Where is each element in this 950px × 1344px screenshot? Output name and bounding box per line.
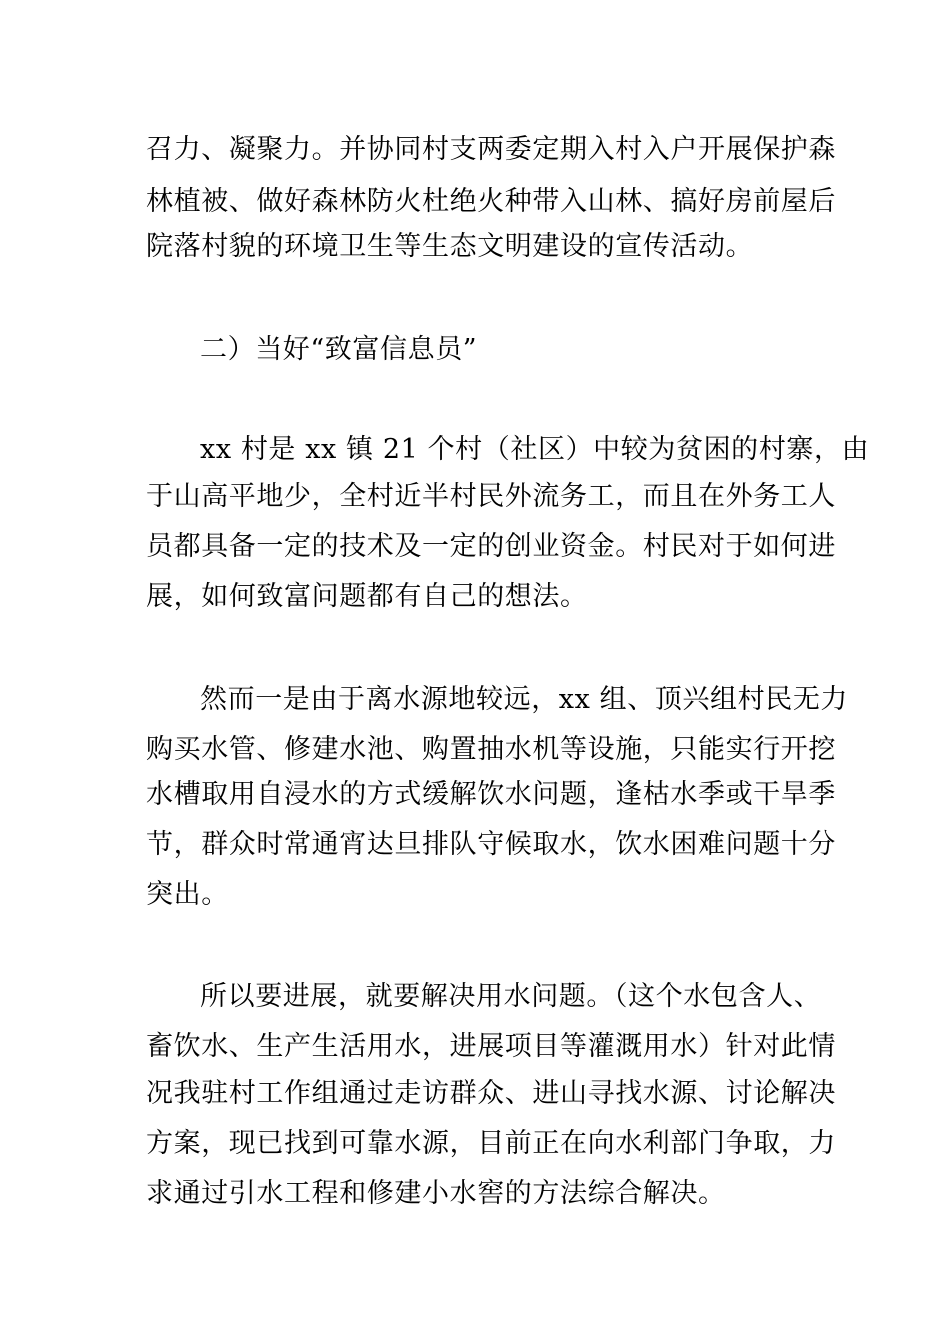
paragraph-5-line-2: 畜饮水、生产生活用水，进展项目等灌溉用水）针对此情	[146, 1031, 836, 1062]
paragraph-5-line-1: 所以要进展，就要解决用水问题。（这个水包含人、	[200, 981, 822, 1012]
paragraph-5-line-3: 况我驻村工作组通过走访群众、进山寻找水源、讨论解决	[146, 1078, 836, 1109]
paragraph-4-line-3: 水槽取用自浸水的方式缓解饮水问题，逢枯水季或干旱季	[146, 779, 836, 810]
paragraph-5-line-5: 求通过引水工程和修建小水窖的方法综合解决。	[146, 1178, 726, 1209]
paragraph-3-line-4: 展，如何致富问题都有自己的想法。	[146, 581, 588, 612]
paragraph-1-line-3: 院落村貌的环境卫生等生态文明建设的宣传活动。	[146, 231, 754, 262]
paragraph-4-line-2: 购买水管、修建水池、购置抽水机等设施，只能实行开挖	[146, 734, 836, 765]
paragraph-3-line-3: 员都具备一定的技术及一定的创业资金。村民对于如何进	[146, 531, 836, 562]
section-heading: 二）当好“致富信息员”	[200, 334, 478, 365]
paragraph-4-line-5: 突出。	[146, 879, 229, 910]
paragraph-5-line-4: 方案，现已找到可靠水源，目前正在向水利部门争取，力	[146, 1128, 836, 1159]
paragraph-3-line-2: 于山高平地少，全村近半村民外流务工，而且在外务工人	[146, 481, 836, 512]
paragraph-1-line-1: 召力、凝聚力。并协同村支两委定期入村入户开展保护森	[146, 134, 836, 165]
paragraph-3-line-1: xx 村是 xx 镇 21 个村（社区）中较为贫困的村寨，由	[200, 434, 870, 465]
paragraph-4-line-1: 然而一是由于离水源地较远，xx 组、顶兴组村民无力	[200, 684, 849, 715]
paragraph-1-line-2: 林植被、做好森林防火杜绝火种带入山林、搞好房前屋后	[146, 186, 836, 217]
paragraph-4-line-4: 节，群众时常通宵达旦排队守候取水，饮水困难问题十分	[146, 829, 836, 860]
